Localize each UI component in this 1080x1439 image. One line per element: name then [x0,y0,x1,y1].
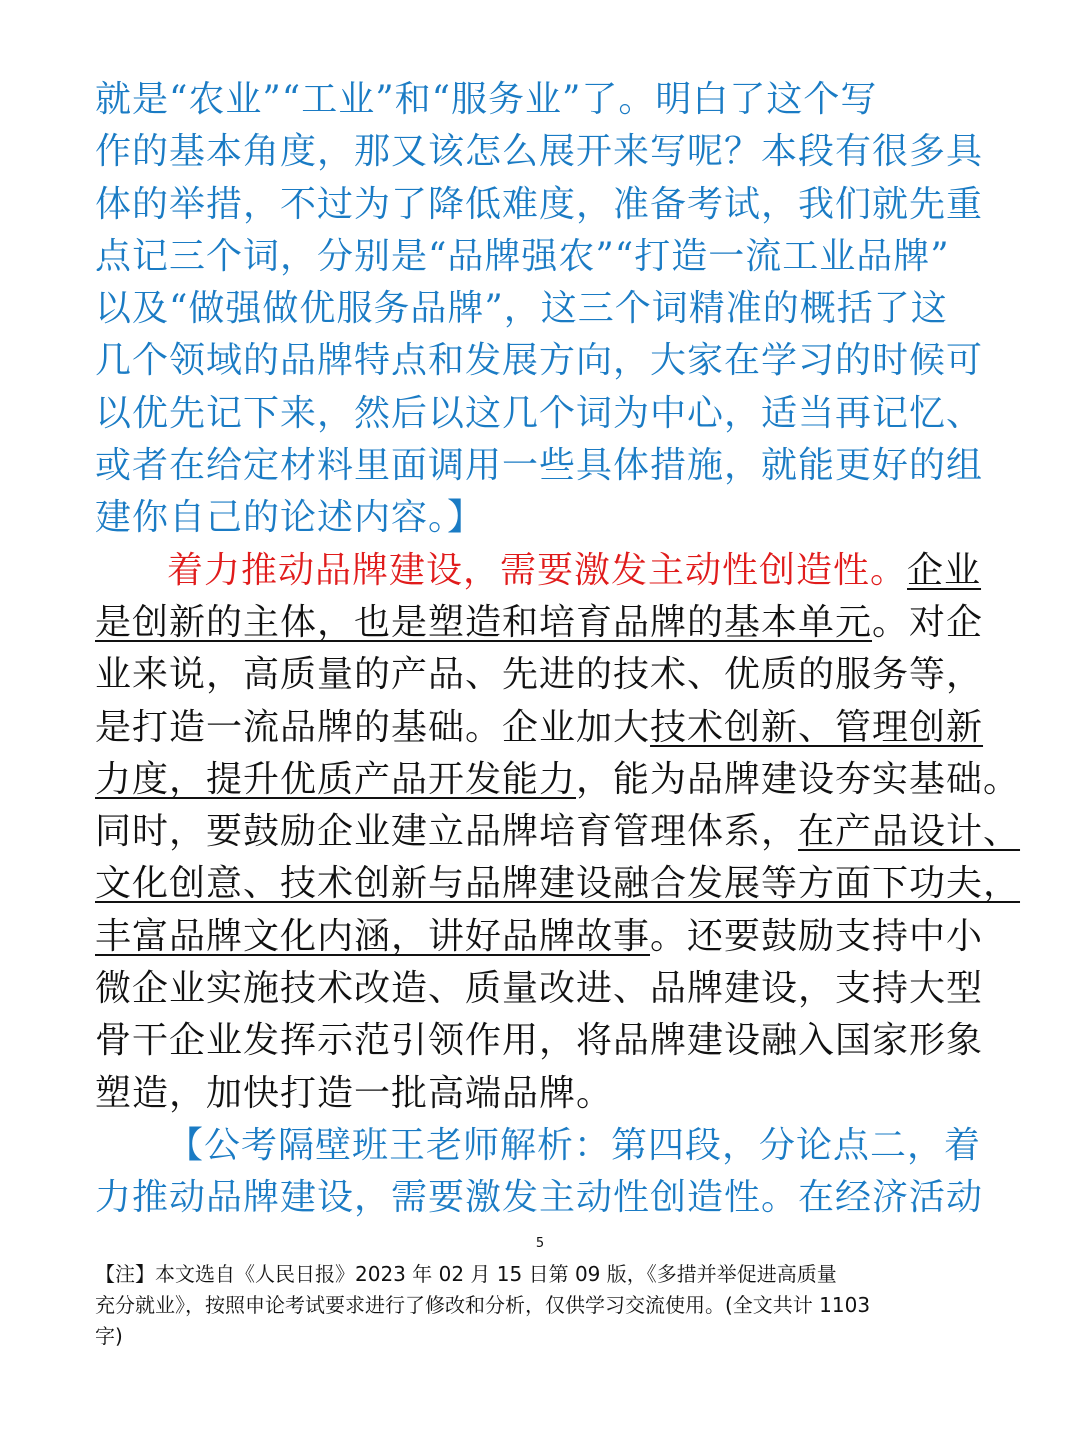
underlined-text: 丰富品牌文化内涵，讲好品牌故事 [95,915,651,957]
underlined-text: 力度，提升优质产品开发能力 [95,758,577,800]
footnote-line: 【注】本文选自《人民日报》2023 年 02 月 15 日第 09 版，《多措并举促进高质量 [95,1262,837,1286]
text-line [95,126,995,178]
text-line [95,806,1021,858]
text-segment: 作的基本角度，那又该怎么展开来写呢？本段有很多具 [95,131,984,173]
text-line [95,597,995,649]
text-line [95,231,995,283]
text-line [95,335,995,387]
text-segment: 塑造，加快打造一批高端品牌。 [95,1072,614,1114]
text-line [95,649,995,701]
text-line [95,74,995,126]
text-line [95,492,995,544]
text-line [95,283,995,335]
text-segment: 微企业实施技术改造、质量改进、品牌建设，支持大型 [95,968,984,1010]
text-line [95,911,995,963]
page-number: 5 [535,1236,545,1251]
text-segment: 同时，要鼓励企业建立品牌培育管理体系， [95,811,799,853]
text-segment: 体的举措，不过为了降低难度，准备考试，我们就先重 [95,183,984,225]
text-line [95,545,995,597]
text-segment: 骨干企业发挥示范引领作用，将品牌建设融入国家形象 [95,1020,984,1062]
text-segment: 着力推动品牌建设，需要激发主动性创造性。 [167,549,908,591]
text-line [95,1120,995,1172]
text-line [95,754,1021,806]
text-segment: 是打造一流品牌的基础。企业加大 [95,706,651,748]
text-segment: 建你自己的论述内容。】 [95,497,485,539]
text-line [95,179,995,231]
footnote-line: 字) [95,1324,123,1348]
text-line [95,440,995,492]
text-segment: 以优先记下来，然后以这几个词为中心，适当再记忆、 [95,392,984,434]
text-segment: ，能为品牌建设夯实基础。 [576,758,1021,800]
text-segment: 几个领域的品牌特点和发展方向，大家在学习的时候可 [95,340,984,382]
text-line [95,388,995,440]
text-line [95,1015,995,1067]
underlined-text: 文化创意、技术创新与品牌建设融合发展等方面下功夫， [95,863,1021,905]
text-line [95,702,995,754]
underlined-text: 技术创新、管理创新 [650,706,984,748]
underlined-text: 企业 [907,549,982,591]
text-line [95,858,1021,910]
underlined-text: 在产品设计、 [798,811,1021,853]
article-body [95,74,1021,1225]
text-segment: 【公考隔壁班王老师解析：第四段，分论点二，着 [167,1124,982,1166]
underlined-text: 是创新的主体，也是塑造和培育品牌的基本单元 [95,601,873,643]
text-segment: 。还要鼓励支持中小 [650,915,984,957]
text-segment: 。对企 [872,601,984,643]
text-segment: 或者在给定材料里面调用一些具体措施，就能更好的组 [95,445,984,487]
text-line [95,963,995,1015]
text-segment: 业来说，高质量的产品、先进的技术、优质的服务等， [95,654,984,696]
text-segment: 力推动品牌建设，需要激发主动性创造性。在经济活动 [95,1177,984,1219]
footnote-line: 充分就业》，按照申论考试要求进行了修改和分析，仅供学习交流使用。(全文共计 1103 [95,1293,871,1317]
text-segment: 就是“农业”“工业”和“服务业”了。明白了这个写 [95,79,878,120]
text-line [95,1172,995,1224]
footnote [95,1259,995,1352]
text-line [95,1068,995,1120]
text-segment: 以及“做强做优服务品牌”，这三个词精准的概括了这 [95,288,948,330]
text-segment: 点记三个词，分别是“品牌强农”“打造一流工业品牌” [95,235,950,277]
